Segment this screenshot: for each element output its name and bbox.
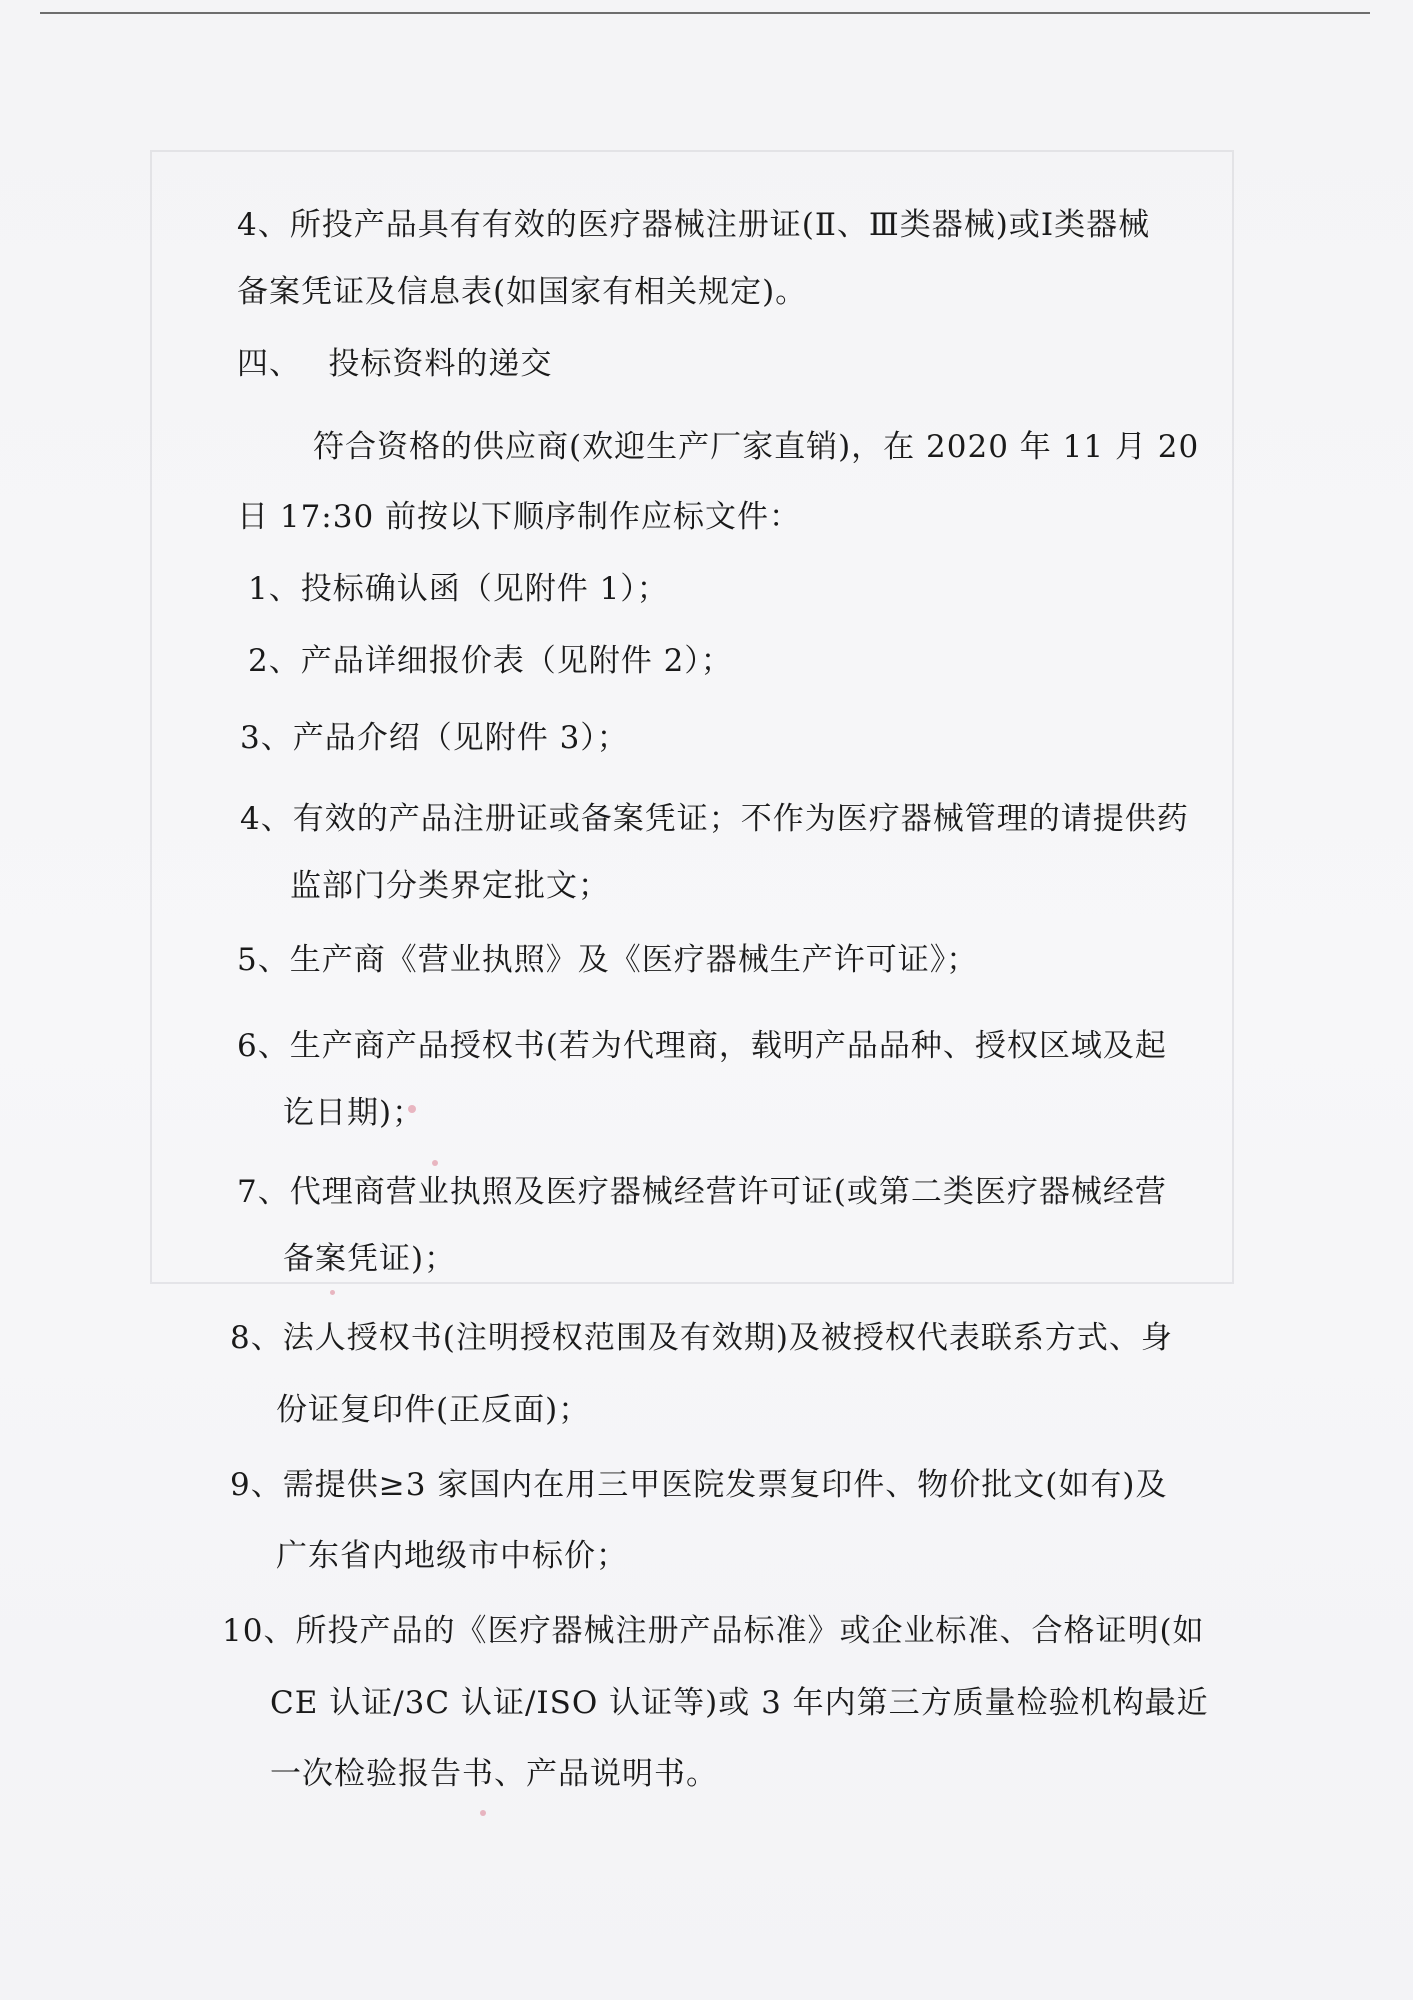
list-item-10-cont2: 一次检验报告书、产品说明书。 — [270, 1756, 718, 1792]
list-item-10: 10、所投产品的《医疗器械注册产品标准》或企业标准、合格证明(如 — [222, 1613, 1205, 1649]
ink-stain — [432, 1160, 438, 1166]
list-item-10-cont: CE 认证/3C 认证/ISO 认证等)或 3 年内第三方质量检验机构最近 — [270, 1685, 1209, 1721]
list-item-8: 8、法人授权书(注明授权范围及有效期)及被授权代表联系方式、身 — [230, 1320, 1173, 1356]
item4-line1: 4、所投产品具有有效的医疗器械注册证(Ⅱ、Ⅲ类器械)或Ⅰ类器械 — [237, 207, 1151, 243]
list-item-5: 5、生产商《营业执照》及《医疗器械生产许可证》； — [237, 942, 979, 978]
section-heading: 四、 投标资料的递交 — [237, 346, 553, 382]
list-item-4-cont: 监部门分类界定批文； — [290, 868, 610, 904]
ink-stain — [330, 1290, 335, 1295]
list-item-3: 3、产品介绍（见附件 3）； — [240, 720, 629, 756]
list-item-1: 1、投标确认函（见附件 1）； — [248, 571, 669, 607]
intro-line1: 符合资格的供应商(欢迎生产厂家直销)，在 2020 年 11 月 20 — [313, 429, 1200, 465]
list-item-6: 6、生产商产品授权书(若为代理商，载明产品品种、授权区域及起 — [237, 1028, 1167, 1064]
list-item-4: 4、有效的产品注册证或备案凭证；不作为医疗器械管理的请提供药 — [240, 801, 1189, 837]
page-top-edge — [40, 12, 1370, 14]
list-item-9-cont: 广东省内地级市中标价； — [276, 1538, 628, 1574]
item4-line2: 备案凭证及信息表(如国家有相关规定)。 — [237, 274, 808, 310]
list-item-7: 7、代理商营业执照及医疗器械经营许可证(或第二类医疗器械经营 — [237, 1174, 1167, 1210]
ink-stain — [480, 1810, 486, 1816]
list-item-7-cont: 备案凭证)； — [283, 1241, 457, 1277]
list-item-8-cont: 份证复印件(正反面)； — [276, 1392, 591, 1428]
list-item-6-cont: 讫日期)； — [283, 1095, 425, 1131]
list-item-9: 9、需提供≥3 家国内在用三甲医院发票复印件、物价批文(如有)及 — [230, 1467, 1168, 1503]
intro-line2: 日 17:30 前按以下顺序制作应标文件： — [237, 499, 802, 535]
ink-stain — [408, 1105, 416, 1113]
list-item-2: 2、产品详细报价表（见附件 2）； — [248, 643, 733, 679]
